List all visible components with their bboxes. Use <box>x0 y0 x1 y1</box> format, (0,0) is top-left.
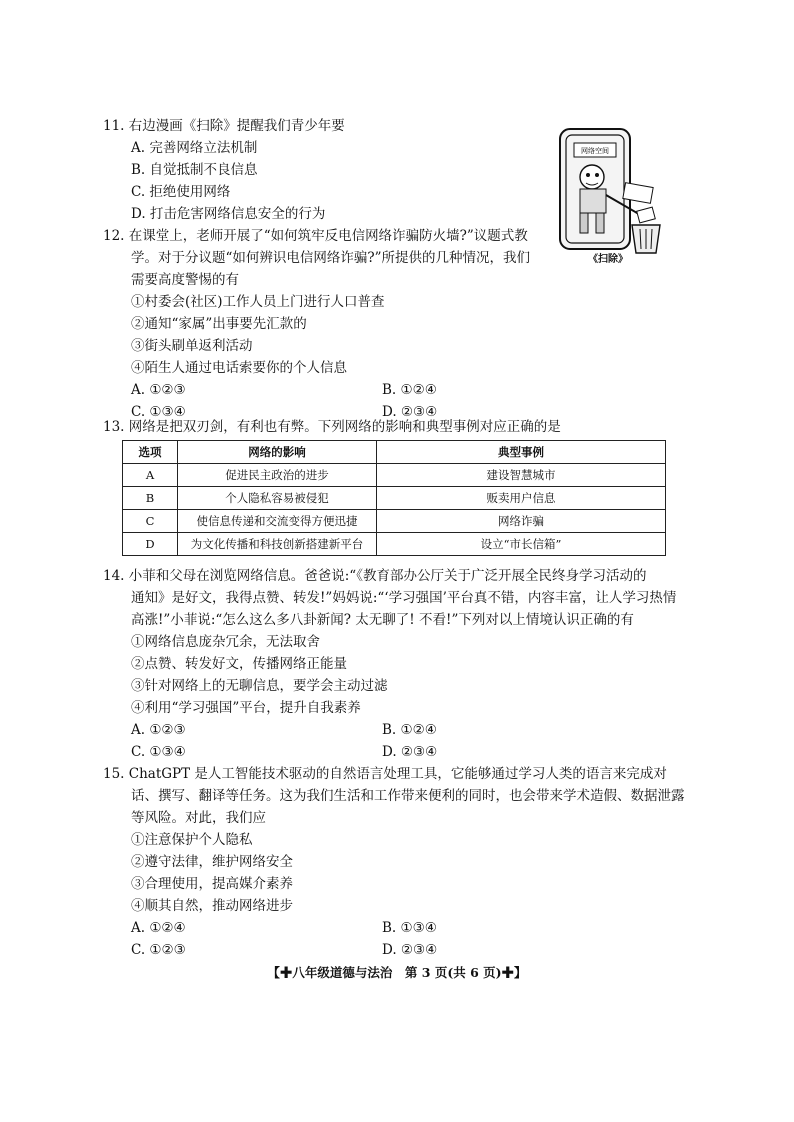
table-cell: A <box>123 464 178 487</box>
q12-stem-line-3: 需要高度警惕的有 <box>131 272 239 288</box>
page-footer: 【✚八年级道德与法治 第 3 页(共 6 页)✚】 <box>267 965 527 980</box>
cartoon-sweeping-illustration <box>552 125 672 265</box>
q12-item-3: ③街头刷单返利活动 <box>131 338 253 354</box>
table-header-row <box>123 441 666 464</box>
q15-item-1: ①注意保护个人隐私 <box>131 832 253 848</box>
q12-choice-b: B. ①②④ <box>382 382 437 398</box>
q14-item-4: ④利用“学习强国”平台，提升自我素养 <box>131 700 361 716</box>
q15-stem-line-3: 等风险。对此，我们应 <box>131 810 266 826</box>
q15-choice-c: C. ①②③ <box>131 942 186 958</box>
q12-choice-d: D. ②③④ <box>382 404 438 420</box>
q14-choice-d: D. ②③④ <box>382 744 438 760</box>
q11-option-a: A. 完善网络立法机制 <box>131 140 258 156</box>
table-cell: B <box>123 487 178 510</box>
q15-item-4: ④顺其自然，推动网络进步 <box>131 898 293 914</box>
table-row <box>123 510 666 533</box>
q11-stem: 11. 右边漫画《扫除》提醒我们青少年要 <box>103 118 345 134</box>
table-cell: 个人隐私容易被侵犯 <box>178 487 377 510</box>
cartoon-sign: 网络空间 <box>581 147 609 155</box>
table-cell: 贩卖用户信息 <box>377 487 666 510</box>
q12-item-1: ①村委会(社区)工作人员上门进行人口普查 <box>131 294 385 310</box>
table-header-cell: 典型事例 <box>377 441 666 464</box>
q11-option-d: D. 打击危害网络信息安全的行为 <box>131 206 326 222</box>
table-cell: 设立“市长信箱” <box>377 533 666 556</box>
table-row <box>123 533 666 556</box>
q12-choice-a: A. ①②③ <box>131 382 186 398</box>
q15-item-2: ②遵守法律，维护网络安全 <box>131 854 293 870</box>
table-cell: D <box>123 533 178 556</box>
table-header-cell: 网络的影响 <box>178 441 377 464</box>
q12-stem-line-1: 12. 在课堂上，老师开展了“如何筑牢反电信网络诈骗防火墙?”议题式教 <box>103 228 528 244</box>
table-cell: 网络诈骗 <box>377 510 666 533</box>
table-cell: 促进民主政治的进步 <box>178 464 377 487</box>
q11-option-c: C. 拒绝使用网络 <box>131 184 231 200</box>
q14-choice-b: B. ①②④ <box>382 722 437 738</box>
q12-stem-line-2: 学。对于分议题“如何辨识电信网络诈骗?”所提供的几种情况，我们 <box>131 250 531 266</box>
q15-choice-d: D. ②③④ <box>382 942 438 958</box>
q14-item-1: ①网络信息庞杂冗余，无法取舍 <box>131 634 320 650</box>
q14-stem-line-3: 高涨!”小菲说:“怎么这么多八卦新闻? 太无聊了! 不看!”下列对以上情境认识正确的有 <box>131 612 634 628</box>
q13-table <box>122 440 666 556</box>
q14-choice-c: C. ①③④ <box>131 744 186 760</box>
table-cell: 建设智慧城市 <box>377 464 666 487</box>
q15-choice-b: B. ①③④ <box>382 920 437 936</box>
table-cell: 为文化传播和科技创新搭建新平台 <box>178 533 377 556</box>
q14-item-3: ③针对网络上的无聊信息，要学会主动过滤 <box>131 678 388 694</box>
table-cell: 使信息传递和交流变得方便迅捷 <box>178 510 377 533</box>
table-cell: C <box>123 510 178 533</box>
table-row <box>123 464 666 487</box>
q14-item-2: ②点赞、转发好文，传播网络正能量 <box>131 656 347 672</box>
q14-choice-a: A. ①②③ <box>131 722 186 738</box>
q12-item-2: ②通知“家属”出事要先汇款的 <box>131 316 307 332</box>
q15-item-3: ③合理使用，提高媒介素养 <box>131 876 293 892</box>
q13-stem: 13. 网络是把双刃剑，有利也有弊。下列网络的影响和典型事例对应正确的是 <box>103 419 561 435</box>
q12-item-4: ④陌生人通过电话索要你的个人信息 <box>131 360 347 376</box>
q15-choice-a: A. ①②④ <box>131 920 186 936</box>
table-row <box>123 487 666 510</box>
q11-option-b: B. 自觉抵制不良信息 <box>131 162 258 178</box>
q15-stem-line-2: 话、撰写、翻译等任务。这为我们生活和工作带来便利的同时，也会带来学术造假、数据泄露 <box>131 788 685 804</box>
q14-stem-line-1: 14. 小菲和父母在浏览网络信息。爸爸说:“《教育部办公厅关于广泛开展全民终身学习活动的 <box>103 568 647 584</box>
q12-choice-c: C. ①③④ <box>131 404 186 420</box>
cartoon-caption: 《扫除》 <box>588 254 628 265</box>
table-header-cell: 选项 <box>123 441 178 464</box>
q14-stem-line-2: 通知》是好文，我得点赞、转发!”妈妈说:“‘学习强国’平台真不错，内容丰富，让人学习热情 <box>131 590 677 606</box>
q15-stem-line-1: 15. ChatGPT 是人工智能技术驱动的自然语言处理工具，它能够通过学习人类的语言来完成对 <box>103 766 667 782</box>
